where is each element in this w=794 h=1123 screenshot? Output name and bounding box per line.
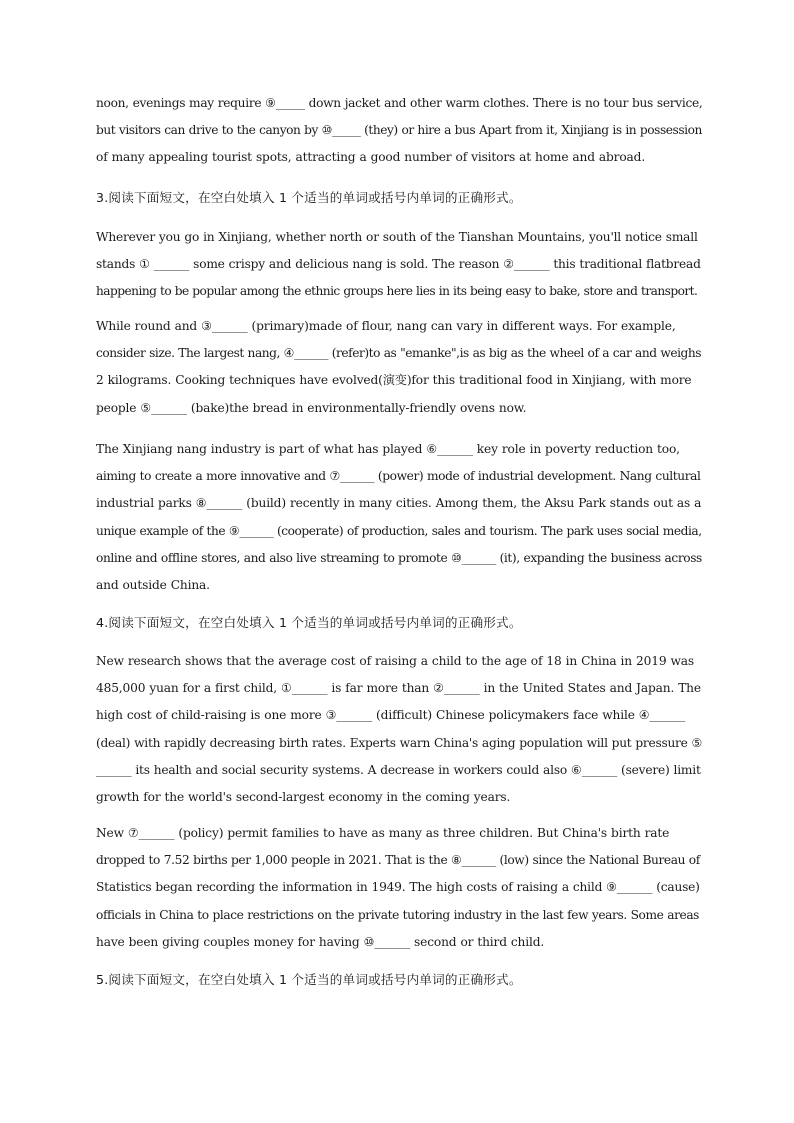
text-line: 2 kilograms. Cooking techniques have evolved(演变)for this traditional food in Xinjiang, with more [96,373,692,388]
q3-paragraph-3 [96,436,702,599]
text-line: New ⑦______ (policy) permit families to have as many as three children. But China's birth rate [96,826,670,840]
q3-paragraph-1 [96,224,702,306]
text-line: ______ its health and social security systems. A decrease in workers could also ⑥______ (severe) limit [96,762,701,777]
text-line: aiming to create a more innovative and ⑦______ (power) mode of industrial development. Nang cultural [96,469,701,484]
text-line: stands ① ______ some crispy and delicious nang is sold. The reason ②______ this traditional flatbread [96,257,701,272]
question-3-heading: 3.阅读下面短文，在空白处填入 1 个适当的单词或括号内单词的正确形式。 [96,190,522,205]
text-line: Statistics began recording the information in 1949. The high costs of raising a child ⑨______ (cause) [96,880,700,895]
text-line: While round and ③______ (primary)made of flour, nang can vary in different ways. For example, [96,319,676,333]
text-line: high cost of child-raising is one more ③______ (difficult) Chinese policymakers face while ④______ [96,708,686,723]
prev-passage-paragraph [96,90,702,172]
q3-paragraph-2 [96,313,702,422]
question-4-heading: 4.阅读下面短文，在空白处填入 1 个适当的单词或括号内单词的正确形式。 [96,615,522,630]
text-line: happening to be popular among the ethnic groups here lies in its being easy to bake, store and transport. [96,284,698,299]
text-line: and outside China. [96,578,210,593]
text-line: industrial parks ⑧______ (build) recently in many cities. Among them, the Aksu Park stands out as a [96,496,702,511]
text-line: New research shows that the average cost of raising a child to the age of 18 in China in 2019 was [96,654,694,668]
text-line: noon, evenings may require ⑨_____ down jacket and other warm clothes. There is no tour bus service, [96,96,703,110]
text-line: unique example of the ⑨______ (cooperate) of production, sales and tourism. The park uses social media, [96,523,702,538]
text-line: of many appealing tourist spots, attracting a good number of visitors at home and abroad. [96,150,646,165]
text-line: The Xinjiang nang industry is part of what has played ⑥______ key role in poverty reduction too, [96,442,680,456]
text-line: dropped to 7.52 births per 1,000 people in 2021. That is the ⑧______ (low) since the National Bureau of [96,853,700,868]
text-line: but visitors can drive to the canyon by ⑩_____ (they) or hire a bus Apart from it, Xinjiang is in possession [96,123,702,138]
text-line: consider size. The largest nang, ④______ (refer)to as "emanke",is as big as the wheel of a car and weighs [96,346,702,361]
text-line: Wherever you go in Xinjiang, whether north or south of the Tianshan Mountains, you'll notice small [96,230,698,244]
q4-paragraph-2 [96,820,702,956]
question-5-heading: 5.阅读下面短文，在空白处填入 1 个适当的单词或括号内单词的正确形式。 [96,972,522,987]
text-line: (deal) with rapidly decreasing birth rates. Experts warn China's aging population will put pressure ⑤ [96,735,703,750]
text-line: 485,000 yuan for a first child, ①______ is far more than ②______ in the United States and Japan. The [96,681,701,696]
text-line: growth for the world's second-largest economy in the coming years. [96,790,511,805]
text-line: have been giving couples money for having ⑩______ second or third child. [96,934,545,949]
q4-paragraph-1 [96,648,702,811]
text-line: online and offline stores, and also live streaming to promote ⑩______ (it), expanding the business across [96,550,702,565]
text-line: people ⑤______ (bake)the bread in environmentally-friendly ovens now. [96,400,527,415]
text-line: officials in China to place restrictions on the private tutoring industry in the last few years. Some areas [96,907,700,922]
